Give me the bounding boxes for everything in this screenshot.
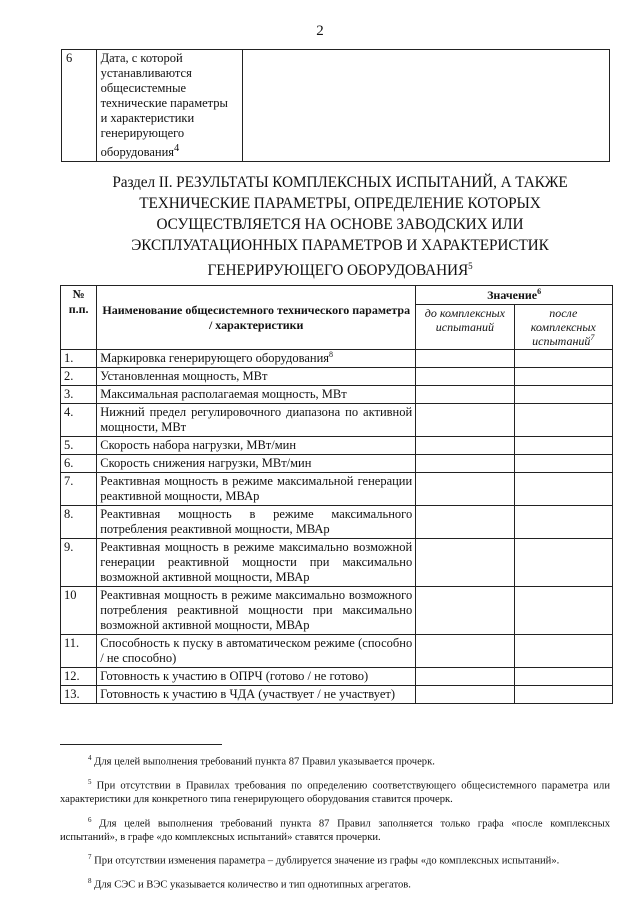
- table-row: [61, 386, 613, 404]
- table-row: [61, 686, 613, 704]
- footnote: [60, 814, 610, 845]
- parameter-name: Скорость снижения нагрузки, МВт/мин: [97, 455, 416, 473]
- value-before-cell: [416, 437, 514, 455]
- table-row: [61, 668, 613, 686]
- value-before-cell: [416, 455, 514, 473]
- table-row: [61, 587, 613, 635]
- section-title: Раздел II. РЕЗУЛЬТАТЫ КОМПЛЕКСНЫХ ИСПЫТАНИЙ, А ТАКЖЕ ТЕХНИЧЕСКИЕ ПАРАМЕТРЫ, ОПРЕДЕЛЕНИЕ КОТОРЫХ ОСУЩЕСТВЛЯЕТСЯ НА ОСНОВЕ ЗАВОДСКИХ ИЛИ ЭКСПЛУАТАЦИОННЫХ ПАРАМЕТРОВ И ХАРАКТЕРИСТИК ГЕНЕРИРУЮЩЕГО ОБОРУДОВАНИЯ$^5$: [112, 174, 568, 280]
- footnote-text: При отсутствии изменения параметра – дублируется значение из графы «до комплексных испытаний».: [94, 855, 560, 867]
- parameter-name: Дата, с которой устанавливаются общесистемные технические параметры и характеристики генерирующего оборудования$^4$: [96, 50, 242, 162]
- row-number: 3.: [61, 386, 97, 404]
- header-name: Наименование общесистемного технического параметра / характеристики: [97, 286, 416, 350]
- table-row: [61, 635, 613, 668]
- table-header-row: [61, 286, 613, 305]
- header-value: Значение$^6$: [416, 286, 613, 305]
- header-number: № п.п.: [61, 286, 97, 350]
- header-before: до комплексных испытаний: [416, 305, 514, 350]
- value-after-cell: [514, 539, 612, 587]
- value-after-cell: [514, 587, 612, 635]
- row-number: 4.: [61, 404, 97, 437]
- value-before-cell: [416, 473, 514, 506]
- footnote-text: Для СЭС и ВЭС указывается количество и тип однотипных агрегатов.: [94, 879, 411, 891]
- value-after-cell: [514, 404, 612, 437]
- parameter-name: Реактивная мощность в режиме максимального потребления реактивной мощности, МВАр: [97, 506, 416, 539]
- value-before-cell: [416, 506, 514, 539]
- row-number: 5.: [61, 437, 97, 455]
- footnote-ref: 8: [329, 349, 334, 359]
- value-after-cell: [514, 437, 612, 455]
- table-row: [61, 473, 613, 506]
- footnote-ref: 5: [468, 261, 473, 271]
- footnote: [60, 776, 610, 807]
- row-number: 12.: [61, 668, 97, 686]
- parameter-name: Нижний предел регулировочного диапазона по активной мощности, МВт: [97, 404, 416, 437]
- table-row: [61, 350, 613, 368]
- parameter-name: Скорость набора нагрузки, МВт/мин: [97, 437, 416, 455]
- value-before-cell: [416, 350, 514, 368]
- footnotes: [60, 752, 610, 899]
- value-after-cell: [514, 386, 612, 404]
- footnote-mark: 7: [88, 853, 92, 862]
- row-number: 10: [61, 587, 97, 635]
- footnote-text: При отсутствии в Правилах требования по определению соответствующего общесистемного параметра или характеристики для конкретного типа генерирующего оборудования ставится прочерк.: [60, 780, 610, 806]
- table-row: [61, 404, 613, 437]
- value-after-cell: [514, 473, 612, 506]
- value-before-cell: [416, 668, 514, 686]
- value-before-cell: [416, 404, 514, 437]
- parameter-name: Реактивная мощность в режиме максимальной генерации реактивной мощности, МВАр: [97, 473, 416, 506]
- footnote: [60, 875, 610, 892]
- parameter-name: Реактивная мощность в режиме максимально возможного потребления реактивной мощности при максимально возможной активной мощности, МВАр: [97, 587, 416, 635]
- footnote-text: Для целей выполнения требований пункта 87 Правил заполняется только графа «после комплексных испытаний», в графе «до комплексных испытаний» ставятся прочерки.: [60, 818, 610, 843]
- parameter-name: Готовность к участию в ЧДА (участвует / не участвует): [97, 686, 416, 704]
- row-number: 7.: [61, 473, 97, 506]
- parameter-name: Реактивная мощность в режиме максимально возможной генерации реактивной мощности при максимально возможной активной мощности, МВАр: [97, 539, 416, 587]
- parameter-name: Маркировка генерирующего оборудования$^8$: [97, 350, 416, 368]
- continuation-table: [61, 49, 610, 162]
- row-number: 2.: [61, 368, 97, 386]
- row-number: 1.: [61, 350, 97, 368]
- row-number: 8.: [61, 506, 97, 539]
- value-before-cell: [416, 539, 514, 587]
- value-after-cell: [514, 635, 612, 668]
- parameter-name: Установленная мощность, МВт: [97, 368, 416, 386]
- table-row: [61, 539, 613, 587]
- header-after: после комплексных испытаний$^7$: [514, 305, 612, 350]
- row-number: 6: [62, 50, 97, 162]
- value-after-cell: [514, 686, 612, 704]
- value-after-cell: [514, 506, 612, 539]
- value-after-cell: [514, 368, 612, 386]
- value-before-cell: [416, 686, 514, 704]
- row-number: 13.: [61, 686, 97, 704]
- value-before-cell: [416, 368, 514, 386]
- footnote-ref: 6: [537, 287, 542, 296]
- parameter-name: Готовность к участию в ОПРЧ (готово / не готово): [97, 668, 416, 686]
- footnote-ref: 7: [590, 333, 595, 342]
- value-before-cell: [416, 635, 514, 668]
- table-row: [62, 50, 610, 162]
- parameter-value-cell: [242, 50, 609, 162]
- value-after-cell: [514, 455, 612, 473]
- footnote-mark: 6: [88, 815, 92, 824]
- value-before-cell: [416, 386, 514, 404]
- parameter-name: Максимальная располагаемая мощность, МВт: [97, 386, 416, 404]
- table-row: [61, 506, 613, 539]
- value-after-cell: [514, 350, 612, 368]
- footnote-text: Для целей выполнения требований пункта 87 Правил указывается прочерк.: [94, 756, 435, 768]
- row-number: 11.: [61, 635, 97, 668]
- row-number: 9.: [61, 539, 97, 587]
- value-after-cell: [514, 668, 612, 686]
- footnote: [60, 851, 610, 868]
- table-row: [61, 368, 613, 386]
- footnote-mark: 4: [88, 754, 92, 762]
- results-table: [60, 285, 613, 704]
- footnote-mark: 5: [88, 778, 92, 787]
- row-number: 6.: [61, 455, 97, 473]
- footnote: [60, 752, 610, 769]
- page-number: 2: [316, 23, 324, 39]
- value-before-cell: [416, 587, 514, 635]
- footnote-separator: [60, 744, 222, 745]
- parameter-name: Способность к пуску в автоматическом режиме (способно / не способно): [97, 635, 416, 668]
- table-row: [61, 437, 613, 455]
- table-row: [61, 455, 613, 473]
- footnote-ref: 4: [174, 143, 180, 154]
- footnote-mark: 8: [88, 877, 92, 886]
